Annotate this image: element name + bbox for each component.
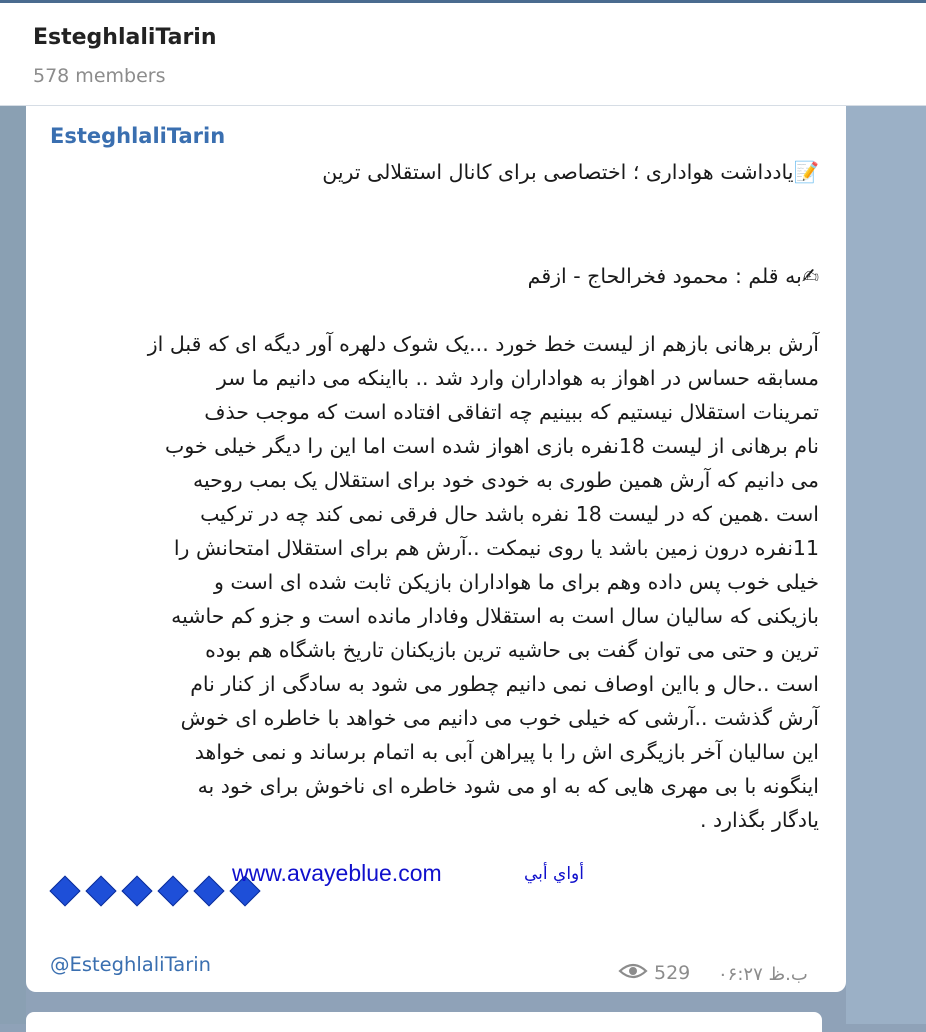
message-line: ترین و حتی می توان گفت بی حاشیه ترین بازیکنان تاریخ باشگاه هم بوده (205, 638, 819, 662)
message-line: نام برهانی از لیست 18نفره بازی اهواز شده است اما این را دیگر خیلی خوب (165, 434, 819, 458)
watermark-url: www.avayeblue.com (232, 860, 442, 886)
watermark-arabic: أواي أبي (524, 864, 584, 884)
blue-diamond-icon (85, 875, 116, 906)
next-message-bubble[interactable] (26, 1012, 822, 1032)
message-line: 11نفره درون زمین باشد یا روی نیمکت ..آرش هم برای استقلال امتحانش را (173, 536, 819, 560)
member-count: 578 members (33, 65, 166, 87)
channel-handle-link[interactable]: @EsteghlaliTarin (50, 953, 211, 976)
message-line: بازیکنی که سالیان سال است به استقلال وفادار مانده است و جزو کم حاشیه (171, 604, 819, 628)
message-sender[interactable]: EsteghlaliTarin (50, 124, 226, 148)
message-line: خیلی خوب پس داده وهم برای ما هواداران بازیکن ثابت شده ای است و (213, 570, 819, 594)
chat-background-left (0, 106, 26, 1024)
message-line: مسابقه حساس در اهواز به هواداران وارد شد .. بااینکه می دانیم ما سر (216, 366, 819, 390)
message-line: ✍به قلم : محمود فخرالحاج - ازقم (527, 264, 819, 288)
message-line: 📝یادداشت هواداری ؛ اختصاصی برای کانال استقلالی ترین (322, 160, 819, 184)
view-count: 529 (654, 962, 691, 984)
blue-diamond-icon (49, 875, 80, 906)
diamond-row (50, 876, 260, 902)
blue-diamond-icon (193, 875, 224, 906)
message-time: ب.ظ ۰۶:۲۷ (718, 964, 808, 985)
message-line: اینگونه با بی مهری هایی که به او می شود خاطره ای ناخوش برای خود به (197, 774, 819, 798)
message-line: آرش برهانی بازهم از لیست خط خورد ...یک شوک دلهره آور دیگه ای که قبل از (147, 332, 819, 356)
message-line: این سالیان آخر بازیگری اش را با پیراهن آبی به اتمام برساند و نمی خواهد (194, 740, 819, 764)
eye-icon (618, 961, 648, 981)
message-line: یادگار بگذارد . (699, 808, 819, 832)
chat-header[interactable] (0, 3, 926, 106)
blue-diamond-icon (157, 875, 188, 906)
message-line: است ..حال و بااین اوصاف نمی دانیم چطور می شود به سادگی از کنار نام (190, 672, 819, 696)
message-line: آرش گذشت ..آرشی که خیلی خوب می دانیم می خواهد با خاطره ای خوش (180, 706, 819, 730)
message-line: است .همین که در لیست 18 نفره باشد حال فرقی نمی کند چه در ترکیب (200, 502, 819, 526)
channel-title[interactable]: EsteghlaliTarin (33, 25, 217, 50)
chat-background-right (846, 106, 926, 1024)
message-line: تمرینات استقلال نیستیم که ببینیم چه اتفاقی افتاده است که موجب حذف (204, 400, 819, 424)
message-line: می دانیم که آرش همین طوری به خودی خود برای استقلال یک بمب روحیه (192, 468, 819, 492)
blue-diamond-icon (121, 875, 152, 906)
